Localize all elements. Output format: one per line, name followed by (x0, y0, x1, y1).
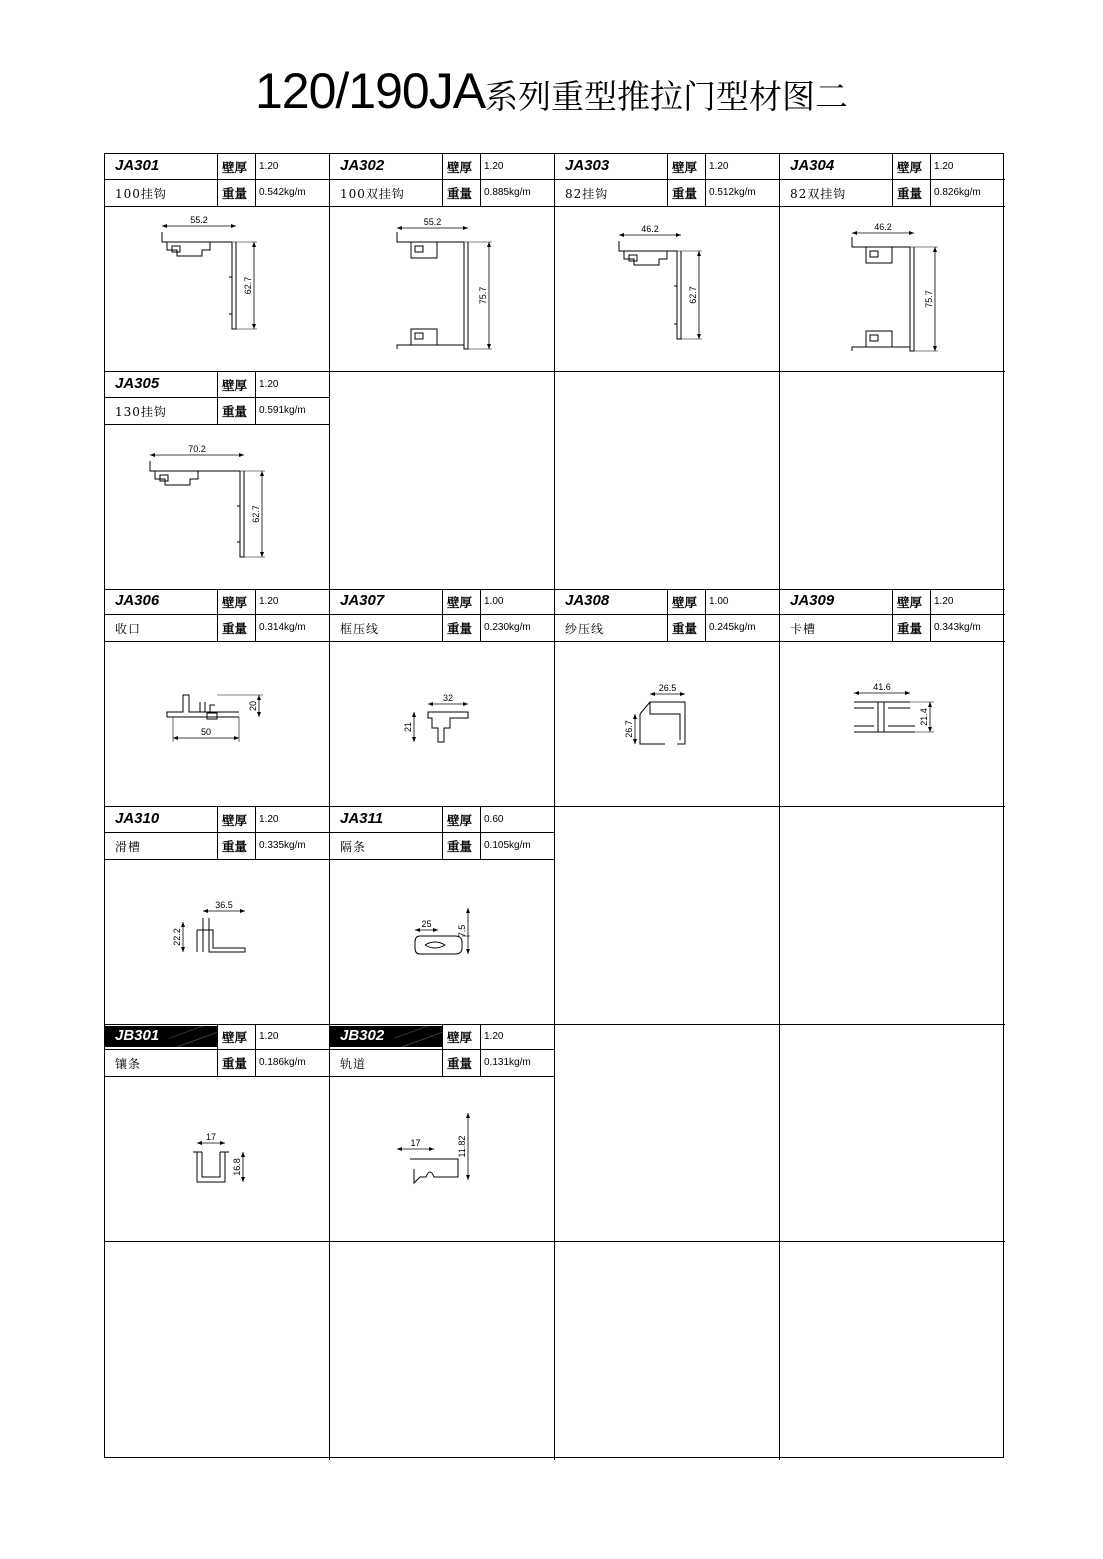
profile-section-svg (105, 1077, 330, 1242)
dimension-label: 46.2 (641, 224, 659, 234)
dimension-label: 20 (248, 700, 258, 712)
thickness-value: 1.20 (484, 161, 504, 172)
profile-header-row (105, 807, 330, 833)
weight-label: 重量 (222, 621, 248, 636)
profile-code: JA302 (340, 157, 385, 174)
profile-section-svg (330, 1077, 555, 1242)
profile-cell-ja309 (780, 589, 1005, 807)
dimension-label: 62.7 (688, 286, 698, 304)
thickness-value: 1.20 (484, 1031, 504, 1042)
empty-cell (555, 1242, 780, 1460)
dimension-label: 26.5 (658, 683, 677, 693)
profile-cell-ja311 (330, 807, 555, 1025)
profile-name: 100双挂钩 (340, 187, 405, 201)
weight-label: 重量 (222, 186, 248, 201)
profile-header-row (330, 154, 555, 180)
dimension-label: 41.6 (873, 682, 891, 692)
profile-info-row (330, 1050, 555, 1077)
profile-code: JA309 (790, 592, 835, 609)
profile-drawing (105, 1077, 330, 1242)
thickness-value: 1.00 (709, 596, 729, 607)
profile-drawing (105, 207, 330, 372)
profile-code: JA303 (565, 157, 610, 174)
dimension-label: 46.2 (874, 222, 892, 232)
profile-header-row (105, 1024, 330, 1050)
profile-info-row (105, 398, 330, 425)
empty-cell (780, 372, 1005, 590)
profile-drawing (330, 642, 555, 807)
profile-name: 130挂钩 (115, 404, 167, 419)
dimension-label: 22.2 (172, 927, 182, 946)
profile-drawing (105, 425, 330, 590)
dimension-label: 17 (410, 1138, 421, 1148)
weight-value: 0.186kg/m (259, 1057, 306, 1068)
profile-info-row (330, 180, 555, 207)
profile-code: JA301 (115, 157, 160, 174)
dimension-label: 21.4 (919, 708, 929, 726)
dimension-label: 62.7 (243, 276, 253, 295)
weight-value: 0.230kg/m (484, 622, 531, 633)
profile-cell-ja306 (105, 589, 330, 807)
profile-info-row (555, 615, 780, 642)
profile-drawing (780, 642, 1005, 807)
profile-name: 收口 (115, 622, 142, 636)
thickness-value: 1.20 (934, 161, 954, 172)
empty-cell (555, 1024, 780, 1242)
profile-drawing (555, 207, 780, 372)
profile-info-row (555, 180, 780, 207)
weight-value: 0.542kg/m (259, 187, 306, 198)
profile-header-row (780, 154, 1005, 180)
dimension-label: 50 (200, 727, 212, 737)
weight-label: 重量 (897, 186, 923, 201)
profile-header-row (555, 589, 780, 615)
weight-label: 重量 (447, 621, 473, 636)
profile-info-row (105, 1050, 330, 1077)
profile-info-row (780, 180, 1005, 207)
profile-code: JA311 (340, 809, 384, 827)
dimension-label: 55.2 (423, 217, 442, 227)
weight-label: 重量 (222, 838, 248, 854)
profile-name: 纱压线 (565, 622, 605, 636)
weight-label: 重量 (222, 403, 248, 419)
dimension-label: 75.7 (478, 286, 488, 305)
profile-header-row (330, 807, 555, 833)
dimension-label: 55.2 (190, 215, 208, 225)
empty-cell (555, 807, 780, 1025)
profile-section-svg (105, 207, 330, 372)
thickness-value: 1.20 (259, 161, 279, 172)
profile-cell-ja302 (330, 154, 555, 372)
profile-header-row (780, 589, 1005, 615)
thickness-value: 1.20 (259, 813, 279, 825)
profile-section-svg (780, 642, 1005, 807)
profile-header-row (555, 154, 780, 180)
code-badge (105, 1026, 217, 1047)
profile-header-row (105, 372, 330, 398)
profile-name: 轨道 (340, 1057, 367, 1071)
profile-name: 隔条 (340, 839, 367, 854)
thickness-label: 壁厚 (222, 377, 248, 393)
profile-header-row (330, 1024, 555, 1050)
thickness-value: 1.20 (259, 596, 279, 607)
profile-code: JA305 (115, 374, 160, 392)
weight-value: 0.105kg/m (484, 839, 531, 851)
profile-info-row (780, 615, 1005, 642)
profile-section-svg (330, 860, 555, 1025)
weight-label: 重量 (672, 186, 698, 201)
profile-section-svg (555, 642, 780, 807)
profile-code: JB301 (115, 1027, 160, 1044)
dimension-label: 75.7 (924, 290, 934, 308)
dimension-label: 21 (403, 721, 413, 733)
page-title (0, 62, 1103, 120)
thickness-label: 壁厚 (672, 160, 698, 175)
profile-header-row (105, 589, 330, 615)
profile-info-row (105, 833, 330, 860)
thickness-value: 1.20 (259, 378, 279, 390)
profile-drawing (105, 860, 330, 1025)
weight-value: 0.245kg/m (709, 622, 756, 633)
weight-label: 重量 (447, 186, 473, 201)
weight-value: 0.131kg/m (484, 1057, 531, 1068)
profile-drawing (105, 642, 330, 807)
empty-cell (780, 807, 1005, 1025)
profile-cell-ja305 (105, 372, 330, 590)
profile-code: JA307 (340, 592, 385, 609)
empty-cell (555, 372, 780, 590)
dimension-label: 32 (442, 693, 454, 703)
profile-name: 框压线 (340, 622, 380, 636)
thickness-label: 壁厚 (447, 595, 473, 610)
profile-section-svg (105, 642, 330, 807)
thickness-label: 壁厚 (447, 160, 473, 175)
profile-cell-ja301 (105, 154, 330, 372)
profile-name: 滑槽 (115, 839, 142, 854)
profile-info-row (105, 180, 330, 207)
thickness-label: 壁厚 (222, 812, 248, 828)
profile-code: JB302 (340, 1027, 385, 1044)
profile-section-svg (330, 642, 555, 807)
dimension-label: 25 (421, 918, 432, 929)
profile-section-svg (105, 425, 330, 590)
weight-value: 0.826kg/m (934, 187, 981, 198)
profile-code: JA306 (115, 592, 160, 609)
empty-cell (330, 1242, 555, 1460)
profile-drawing (330, 860, 555, 1025)
empty-cell (105, 1242, 330, 1460)
profile-code: JA308 (565, 592, 610, 609)
profile-name: 镶条 (115, 1057, 142, 1071)
weight-label: 重量 (222, 1056, 248, 1071)
thickness-label: 壁厚 (222, 595, 248, 610)
profile-header-row (330, 589, 555, 615)
thickness-value: 1.00 (484, 596, 504, 607)
dimension-label: 7.5 (457, 924, 467, 937)
weight-value: 0.314kg/m (259, 622, 306, 633)
profile-name: 100挂钩 (115, 187, 167, 201)
title-sub: 系列重型推拉门型材图二 (485, 77, 849, 116)
profile-section-svg (555, 207, 780, 372)
profile-section-svg (105, 860, 330, 1025)
weight-value: 0.591kg/m (259, 404, 306, 416)
weight-label: 重量 (672, 621, 698, 636)
profile-name: 82双挂钩 (790, 187, 847, 201)
profile-cell-ja308 (555, 589, 780, 807)
dimension-label: 36.5 (215, 899, 233, 910)
profile-section-svg (330, 207, 555, 372)
weight-label: 重量 (897, 621, 923, 636)
title-main: 120/190JA (254, 63, 486, 119)
profile-grid (104, 153, 1004, 1458)
profile-header-row (105, 154, 330, 180)
weight-value: 0.335kg/m (259, 839, 306, 851)
profile-cell-jb302 (330, 1024, 555, 1242)
thickness-label: 壁厚 (222, 1030, 248, 1045)
dimension-label: 17 (205, 1132, 217, 1142)
profile-drawing (330, 207, 555, 372)
dimension-label: 26.7 (624, 720, 634, 738)
empty-cell (330, 372, 555, 590)
profile-cell-ja307 (330, 589, 555, 807)
profile-info-row (330, 615, 555, 642)
thickness-label: 壁厚 (897, 595, 923, 610)
profile-name: 卡槽 (790, 622, 817, 636)
code-badge (330, 1026, 442, 1047)
profile-code: JA304 (790, 157, 835, 174)
profile-cell-ja303 (555, 154, 780, 372)
weight-value: 0.885kg/m (484, 187, 531, 198)
profile-drawing (555, 642, 780, 807)
thickness-value: 0.60 (484, 813, 504, 825)
profile-drawing (780, 207, 1005, 372)
dimension-label: 11.82 (457, 1135, 467, 1158)
profile-section-svg (780, 207, 1005, 372)
thickness-value: 1.20 (259, 1031, 279, 1042)
empty-cell (780, 1242, 1005, 1460)
weight-label: 重量 (447, 1056, 473, 1071)
profile-info-row (330, 833, 555, 860)
thickness-label: 壁厚 (222, 160, 248, 175)
weight-value: 0.512kg/m (709, 187, 756, 198)
profile-drawing (330, 1077, 555, 1242)
thickness-label: 壁厚 (897, 160, 923, 175)
thickness-value: 1.20 (709, 161, 729, 172)
thickness-label: 壁厚 (672, 595, 698, 610)
profile-cell-ja310 (105, 807, 330, 1025)
dimension-label: 62.7 (251, 504, 261, 523)
profile-name: 82挂钩 (565, 187, 609, 201)
profile-cell-ja304 (780, 154, 1005, 372)
profile-cell-jb301 (105, 1024, 330, 1242)
weight-label: 重量 (447, 838, 473, 854)
thickness-label: 壁厚 (447, 812, 473, 828)
profile-info-row (105, 615, 330, 642)
dimension-label: 16.8 (232, 1158, 242, 1176)
thickness-value: 1.20 (934, 596, 954, 607)
thickness-label: 壁厚 (447, 1030, 473, 1045)
dimension-label: 70.2 (188, 443, 206, 454)
weight-value: 0.343kg/m (934, 622, 981, 633)
empty-cell (780, 1024, 1005, 1242)
profile-code: JA310 (115, 809, 160, 827)
